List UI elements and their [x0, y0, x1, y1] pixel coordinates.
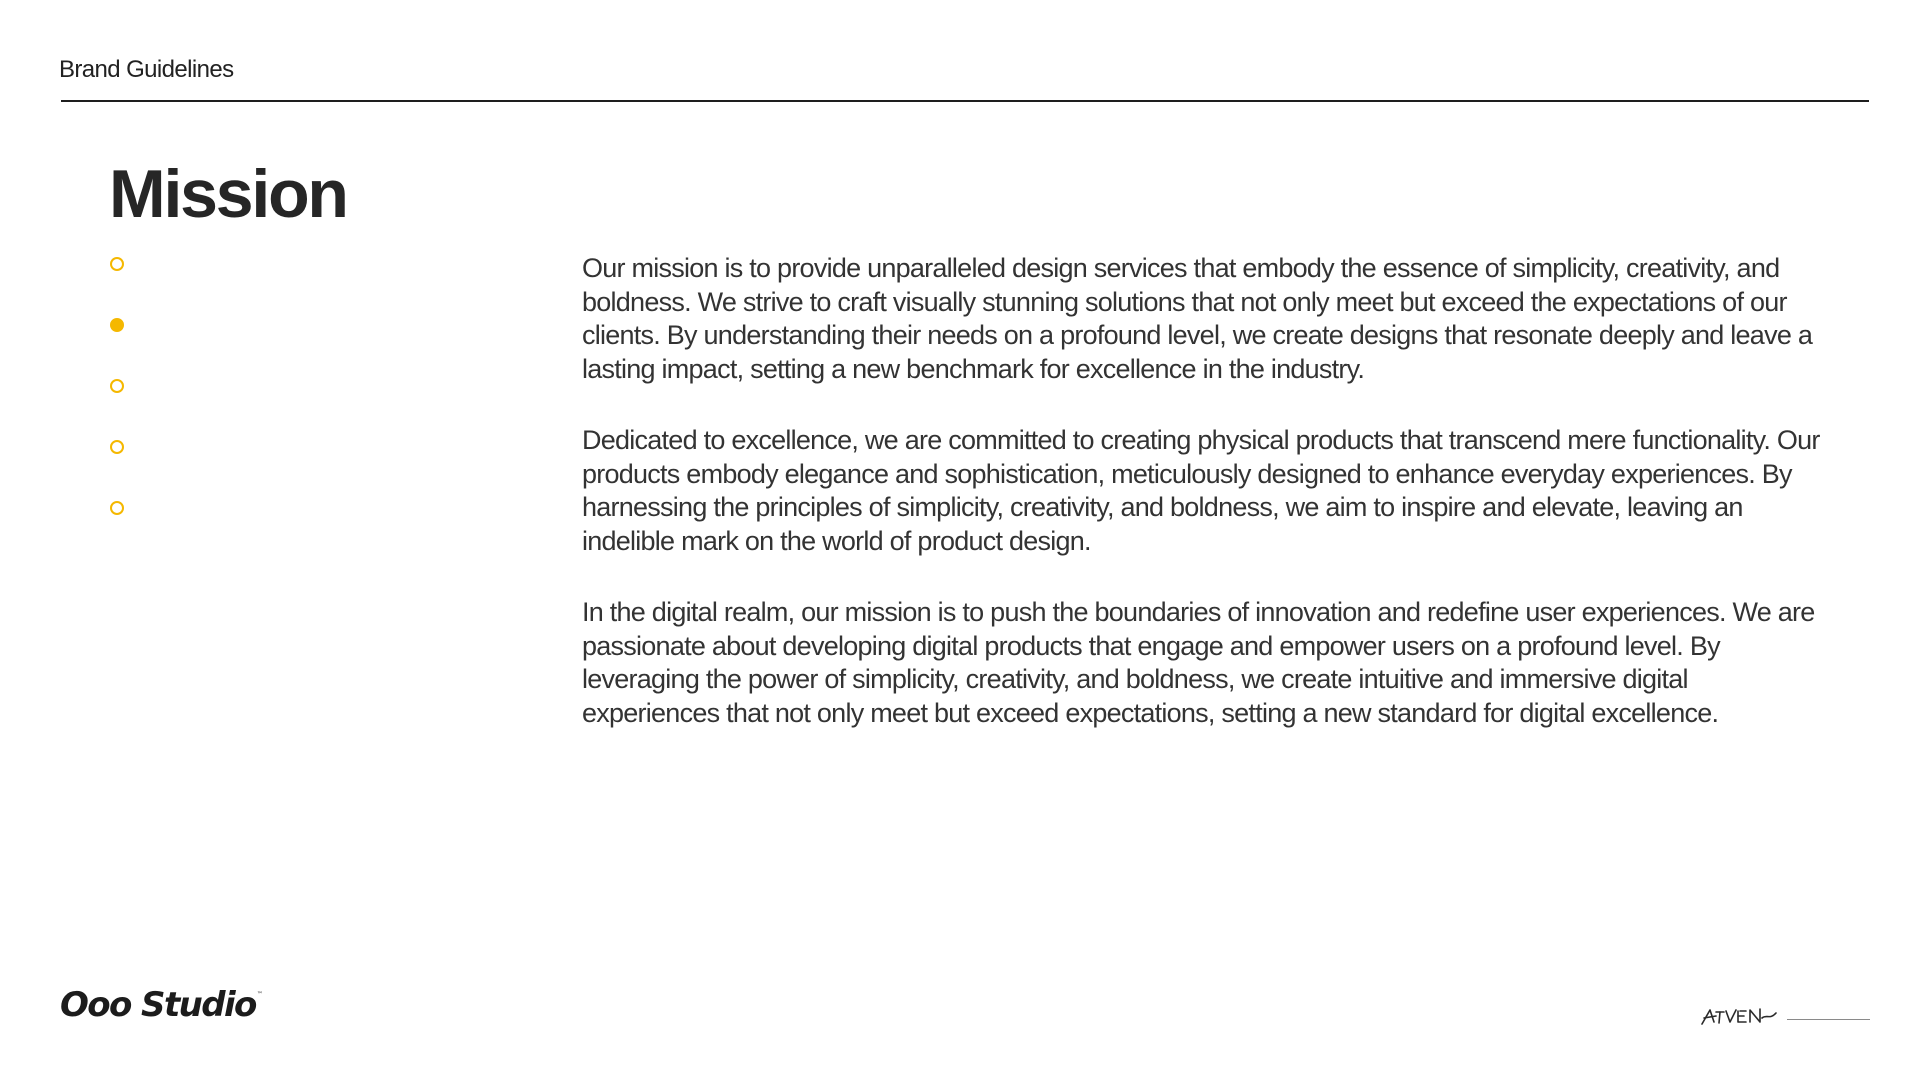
nav-dot-5[interactable]	[110, 501, 124, 515]
trademark-mark: ™	[256, 991, 263, 998]
mission-text	[582, 252, 1822, 768]
logo-text: Ooo Studio	[60, 985, 256, 1025]
signature-icon	[1700, 1000, 1778, 1030]
nav-dot-4[interactable]	[110, 440, 124, 454]
nav-dot-1[interactable]	[110, 257, 124, 271]
paragraph-digital-products: In the digital realm, our mission is to push the boundaries of innovation and redefine user experiences. We are passionate about developing digital products that engage and empower users on a profound level. By leveraging the power of simplicity, creativity, and boldness, we create intuitive and immersive digital experiences that not only meet but exceed expectations, setting a new standard for digital excellence.	[582, 597, 1815, 728]
nav-dot-3[interactable]	[110, 379, 124, 393]
paragraph-design-services: Our mission is to provide unparalleled design services that embody the essence of simplicity, creativity, and boldness. We strive to craft visually stunning solutions that not only meet but exceed the expectations of our clients. By understanding their needs on a profound level, we create designs that resonate deeply and leave a lasting impact, setting a new benchmark for excellence in the industry.	[582, 253, 1813, 384]
signature-line	[1787, 1019, 1870, 1020]
header-divider	[61, 100, 1869, 102]
page-title: Mission	[109, 156, 347, 232]
section-dot-nav	[110, 257, 124, 515]
header-label: Brand Guidelines	[59, 56, 234, 83]
paragraph-physical-products: Dedicated to excellence, we are committed to creating physical products that transcend mere functionality. Our products embody elegance and sophistication, meticulously designed to enhance everyday experiences. By harnessing the principles of simplicity, creativity, and boldness, we aim to inspire and elevate, leaving an indelible mark on the world of product design.	[582, 425, 1820, 556]
nav-dot-2-active[interactable]	[110, 318, 124, 332]
studio-logo	[60, 985, 263, 1025]
